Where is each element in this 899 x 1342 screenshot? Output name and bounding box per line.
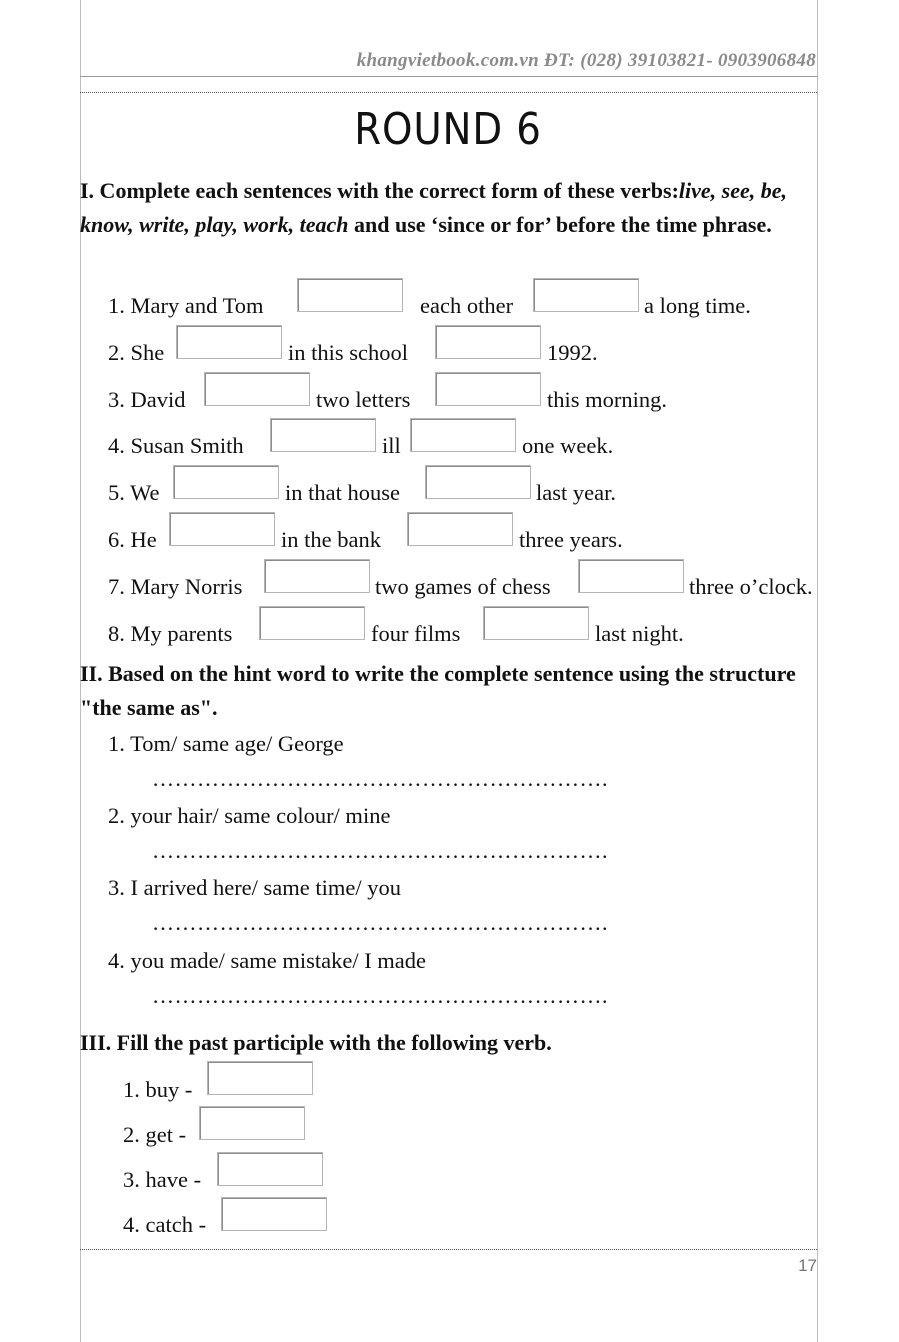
item-end: one week. <box>522 433 614 458</box>
item-middle: in that house <box>285 480 400 505</box>
answer-box[interactable] <box>435 372 541 406</box>
item-subject: 8. My parents <box>108 621 233 646</box>
answer-box[interactable] <box>483 606 589 640</box>
header-rule <box>80 76 817 77</box>
item-middle: four films <box>371 621 461 646</box>
item-subject: 3. David <box>108 387 186 412</box>
verb-item: 4. catch - <box>123 1212 207 1237</box>
answer-line[interactable]: ……………………………………………………. <box>152 910 608 935</box>
item-end: last year. <box>536 480 616 505</box>
item-subject: 2. She <box>108 340 165 365</box>
item-end: 1992. <box>547 340 598 365</box>
right-margin-line <box>817 0 818 1342</box>
answer-box[interactable] <box>270 418 376 452</box>
answer-box[interactable] <box>410 418 516 452</box>
item-middle: two letters <box>316 387 411 412</box>
answer-box[interactable] <box>264 559 370 593</box>
answer-box[interactable] <box>204 372 310 406</box>
item-middle: two games of chess <box>375 574 551 599</box>
item-subject: 6. He <box>108 527 157 552</box>
item-middle: in this school <box>288 340 409 365</box>
verb-item: 2. get - <box>123 1122 187 1147</box>
item-middle: in the bank <box>281 527 381 552</box>
answer-box[interactable] <box>169 512 275 546</box>
answer-box[interactable] <box>217 1152 323 1186</box>
item-subject: 5. We <box>108 480 160 505</box>
verb-item: 1. buy - <box>123 1077 193 1102</box>
answer-line[interactable]: ……………………………………………………. <box>152 983 608 1008</box>
answer-box[interactable] <box>176 325 282 359</box>
section2-heading: II. Based on the hint word to write the complete sentence using the structure "the same as". <box>80 661 796 720</box>
answer-box[interactable] <box>435 325 541 359</box>
item-subject: 7. Mary Norris <box>108 574 243 599</box>
answer-box[interactable] <box>578 559 684 593</box>
item-end: three o’clock. <box>689 574 813 599</box>
content-top-border <box>80 92 817 93</box>
item-middle: each other <box>420 293 514 318</box>
hint-item: 3. I arrived here/ same time/ you <box>108 875 402 900</box>
verb-item: 3. have - <box>123 1167 202 1192</box>
item-middle: ill <box>382 433 401 458</box>
answer-box[interactable] <box>173 465 279 499</box>
page-title: ROUND 6 <box>354 104 542 155</box>
hint-item: 2. your hair/ same colour/ mine <box>108 803 391 828</box>
item-end: this morning. <box>547 387 668 412</box>
answer-box[interactable] <box>199 1106 305 1140</box>
item-subject: 4. Susan Smith <box>108 433 244 458</box>
answer-box[interactable] <box>207 1061 313 1095</box>
answer-line[interactable]: ……………………………………………………. <box>152 838 608 863</box>
publisher-header: khangvietbook.com.vn ĐT: (028) 39103821- 0903906848 <box>356 50 816 71</box>
section1-heading: I. Complete each sentences with the correct form of these verbs:live, see, be, know, write, play, work, teach and use ‘since or for’ before the time phrase. <box>80 178 788 237</box>
answer-box[interactable] <box>297 278 403 312</box>
answer-line[interactable]: ……………………………………………………. <box>152 766 608 791</box>
answer-box[interactable] <box>407 512 513 546</box>
item-end: last night. <box>595 621 684 646</box>
hint-item: 4. you made/ same mistake/ I made <box>108 948 427 973</box>
content-bottom-border <box>80 1249 817 1250</box>
item-subject: 1. Mary and Tom <box>108 293 264 318</box>
answer-box[interactable] <box>221 1197 327 1231</box>
answer-box[interactable] <box>259 606 365 640</box>
section3-heading: III. Fill the past participle with the following verb. <box>80 1030 552 1055</box>
item-end: a long time. <box>644 293 751 318</box>
hint-item: 1. Tom/ same age/ George <box>108 731 344 756</box>
answer-box[interactable] <box>533 278 639 312</box>
answer-box[interactable] <box>425 465 531 499</box>
page-number: 17 <box>798 1256 817 1275</box>
item-end: three years. <box>519 527 623 552</box>
